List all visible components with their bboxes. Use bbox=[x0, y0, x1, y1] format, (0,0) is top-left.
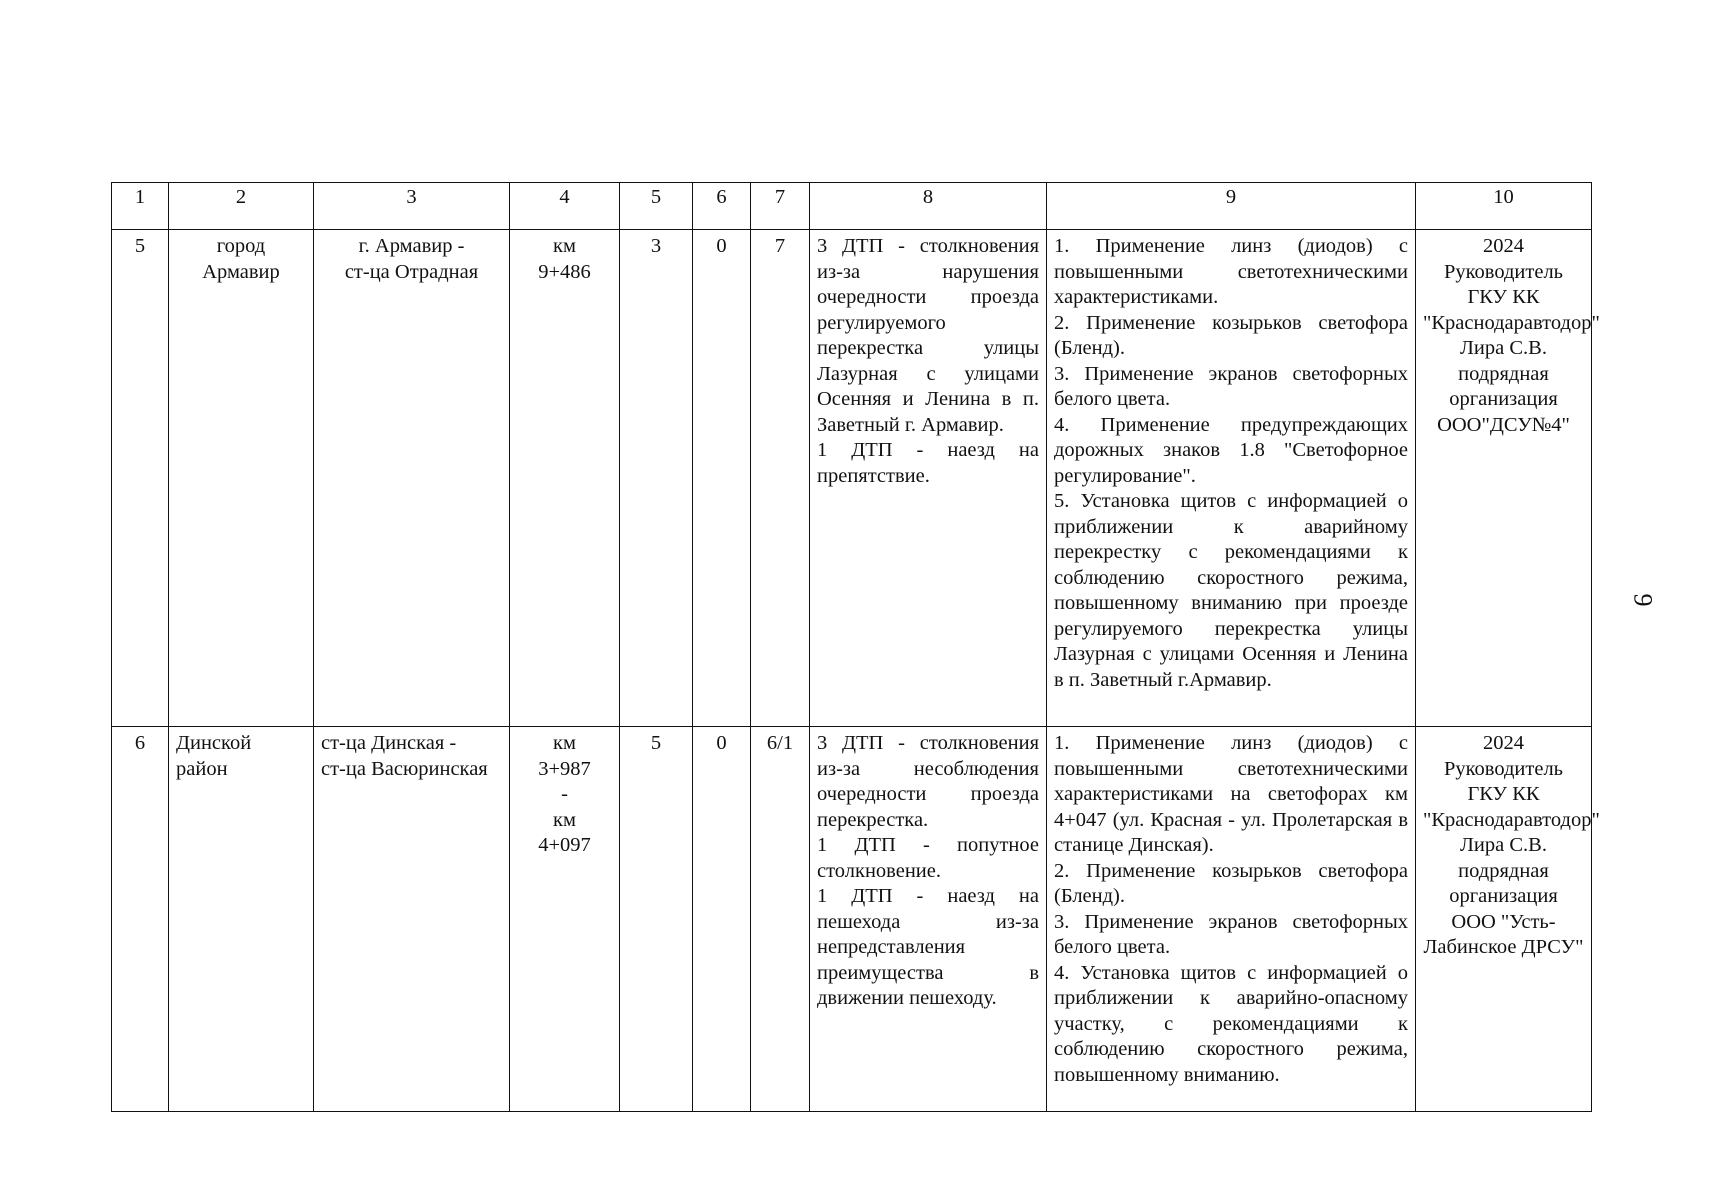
measure-item: 4. Применение предупреждающих дорожных знаков 1.8 "Светофорное регулирование". bbox=[1054, 413, 1408, 487]
accident-item: 3 ДТП - столкновения из-за несоблюдения очередности проезда перекрестка. bbox=[817, 732, 1039, 831]
measure-item: 4. Установка щитов с информацией о приближении к аварийно-опасному участку, с рекомендациями к соблюдению скоростного режима, повышенному вниманию. bbox=[1054, 961, 1408, 1086]
km-cell: км 3+987 - км 4+097 bbox=[538, 732, 591, 856]
measures-table bbox=[111, 182, 1600, 1112]
accidents-cell bbox=[810, 727, 1047, 1112]
km-cell: км 9+486 bbox=[538, 235, 591, 283]
header-row bbox=[112, 183, 1592, 230]
table-row bbox=[112, 230, 1592, 727]
col7-cell: 7 bbox=[751, 230, 810, 727]
header-cell: 10 bbox=[1416, 183, 1592, 230]
row-number: 6 bbox=[112, 727, 169, 1112]
header-cell: 8 bbox=[810, 183, 1047, 230]
measure-item: 2. Применение козырьков светофора (Бленд). bbox=[1054, 859, 1408, 907]
col7-cell: 6/1 bbox=[751, 727, 810, 1112]
page-number: 9 bbox=[1628, 593, 1658, 607]
row-number: 5 bbox=[112, 230, 169, 727]
table-row bbox=[112, 727, 1592, 1112]
road-cell: г. Армавир - ст-ца Отрадная bbox=[344, 235, 479, 283]
header-cell: 2 bbox=[169, 183, 314, 230]
road-cell: ст-ца Динская - ст-ца Васюринская bbox=[321, 732, 488, 780]
measure-item: 5. Установка щитов с информацией о приближении к аварийному перекрестку с рекомендациями к соблюдению скоростного режима, повышенному вниманию при проезде регулируемого перекрестка улицы Лазурная с улицами Осенняя и Ленина в п. Заветный г.Армавир. bbox=[1054, 490, 1408, 691]
header-cell: 9 bbox=[1047, 183, 1416, 230]
measure-item: 3. Применение экранов светофорных белого цвета. bbox=[1054, 362, 1408, 410]
accidents-cell bbox=[810, 230, 1047, 727]
measure-item: 1. Применение линз (диодов) с повышенными светотехническими характеристиками. bbox=[1054, 235, 1408, 308]
col6-cell: 0 bbox=[693, 727, 751, 1112]
accident-item: 1 ДТП - наезд на пешехода из-за непредставления преимущества в движении пешеходу. bbox=[817, 885, 1039, 1009]
measure-item: 3. Применение экранов светофорных белого цвета. bbox=[1054, 910, 1408, 958]
responsible-cell: 2024 Руководитель ГКУ КК "Краснодаравтодор" Лира С.В. подрядная организация ООО"ДСУ№4" bbox=[1423, 235, 1600, 436]
col5-cell: 3 bbox=[620, 230, 693, 727]
header-cell: 7 bbox=[751, 183, 810, 230]
header-cell: 6 bbox=[693, 183, 751, 230]
header-cell: 3 bbox=[314, 183, 510, 230]
accident-item: 3 ДТП - столкновения из-за нарушения очередности проезда регулируемого перекрестка улицы Лазурная с улицами Осенняя и Ленина в п. Заветный г. Армавир. bbox=[817, 235, 1039, 436]
header-cell: 1 bbox=[112, 183, 169, 230]
measures-cell bbox=[1047, 727, 1416, 1112]
accident-item: 1 ДТП - попутное столкновение. bbox=[817, 834, 1039, 882]
responsible-cell: 2024 Руководитель ГКУ КК "Краснодаравтодор" Лира С.В. подрядная организация ООО "Усть-Лабинское ДРСУ" bbox=[1423, 732, 1600, 958]
header-cell: 4 bbox=[510, 183, 620, 230]
district-cell: город Армавир bbox=[202, 235, 280, 283]
col6-cell: 0 bbox=[693, 230, 751, 727]
accident-item: 1 ДТП - наезд на препятствие. bbox=[817, 439, 1039, 487]
measures-cell bbox=[1047, 230, 1416, 727]
measure-item: 1. Применение линз (диодов) с повышенными светотехническими характеристиками на светофорах км 4+047 (ул. Красная - ул. Пролетарская в станице Динская). bbox=[1054, 732, 1408, 856]
header-cell: 5 bbox=[620, 183, 693, 230]
measure-item: 2. Применение козырьков светофора (Бленд). bbox=[1054, 311, 1408, 359]
col5-cell: 5 bbox=[620, 727, 693, 1112]
district-cell: Динской район bbox=[176, 732, 252, 780]
